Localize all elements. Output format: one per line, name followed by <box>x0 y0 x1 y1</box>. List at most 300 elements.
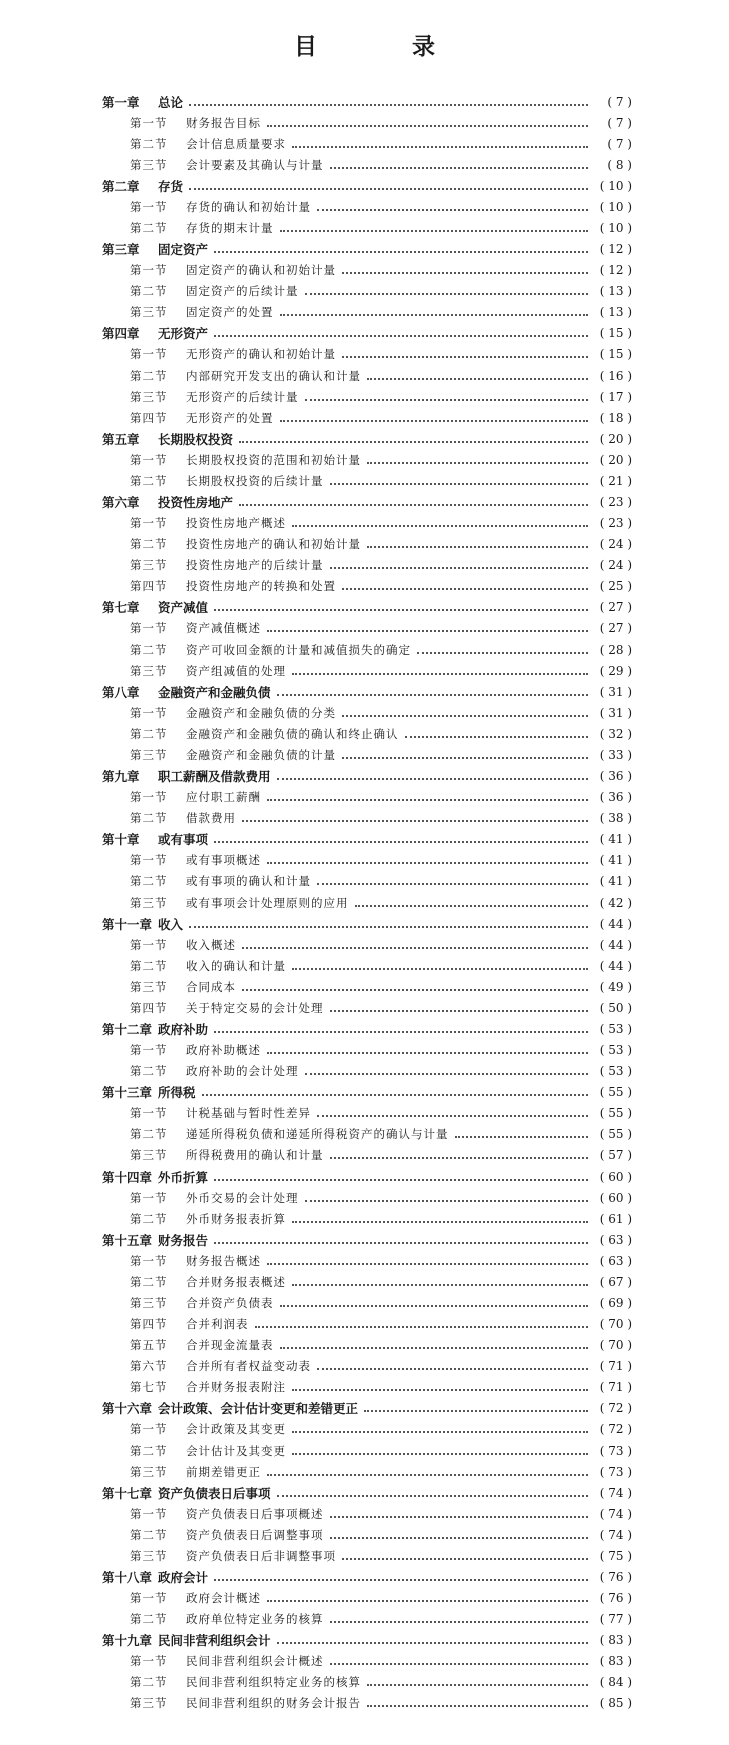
toc-section-entry[interactable] <box>102 808 632 829</box>
page-number: ( 53 ) <box>599 1043 632 1058</box>
section-title: 应付职工薪酬 <box>186 790 261 805</box>
page-number: ( 23 ) <box>599 516 632 531</box>
section-title: 外币财务报表折算 <box>186 1211 286 1226</box>
dot-leader <box>242 820 588 822</box>
toc-section-entry[interactable] <box>102 154 632 175</box>
section-title: 或有事项概述 <box>186 853 261 868</box>
section-title: 财务报告目标 <box>186 115 261 130</box>
section-number: 第一节 <box>130 621 168 636</box>
dot-leader <box>239 504 588 506</box>
toc-section-entry[interactable] <box>102 1419 632 1440</box>
toc-section-entry[interactable] <box>102 1545 632 1566</box>
section-title: 关于特定交易的会计处理 <box>186 1000 324 1015</box>
dot-leader <box>292 1389 588 1391</box>
page-number: ( 50 ) <box>599 1000 632 1015</box>
toc-section-entry[interactable] <box>102 976 632 997</box>
section-number: 第二节 <box>130 284 168 299</box>
dot-leader <box>367 378 588 380</box>
dot-leader <box>280 1305 589 1307</box>
page-number: ( 27 ) <box>599 600 632 615</box>
chapter-title: 长期股权投资 <box>158 431 234 447</box>
toc-section-entry[interactable] <box>102 1588 632 1609</box>
page-number: ( 42 ) <box>599 895 632 910</box>
toc-section-entry[interactable] <box>102 934 632 955</box>
section-title: 资产可收回金额的计量和减值损失的确定 <box>186 642 411 657</box>
dot-leader <box>277 778 588 780</box>
dot-leader <box>280 420 589 422</box>
chapter-number: 第五章 <box>102 431 140 447</box>
page-number: ( 10 ) <box>599 199 632 214</box>
page-number: ( 73 ) <box>599 1443 632 1458</box>
dot-leader <box>342 715 588 717</box>
toc-section-entry[interactable] <box>102 217 632 238</box>
toc-chapter-entry[interactable] <box>102 1398 632 1419</box>
toc-chapter-entry[interactable] <box>102 1566 632 1587</box>
page-number: ( 16 ) <box>599 368 632 383</box>
section-number: 第一节 <box>130 937 168 952</box>
toc-section-entry[interactable] <box>102 1524 632 1545</box>
toc-section-entry[interactable] <box>102 1314 632 1335</box>
section-title: 资产负债表日后调整事项 <box>186 1527 324 1542</box>
chapter-title: 固定资产 <box>158 242 209 258</box>
page-number: ( 31 ) <box>599 705 632 720</box>
page-number: ( 55 ) <box>599 1106 632 1121</box>
section-number: 第一节 <box>130 1422 168 1437</box>
toc-section-entry[interactable] <box>102 744 632 765</box>
toc-chapter-entry[interactable] <box>102 766 632 787</box>
toc-section-entry[interactable] <box>102 112 632 133</box>
dot-leader <box>292 525 588 527</box>
dot-leader <box>330 567 589 569</box>
toc-section-entry[interactable] <box>102 534 632 555</box>
toc-section-entry[interactable] <box>102 1271 632 1292</box>
section-number: 第六节 <box>130 1359 168 1374</box>
toc-section-entry[interactable] <box>102 133 632 154</box>
chapter-title: 职工薪酬及借款费用 <box>158 769 271 785</box>
section-number: 第一节 <box>130 790 168 805</box>
dot-leader <box>317 883 588 885</box>
section-title: 合并现金流量表 <box>186 1338 274 1353</box>
section-number: 第一节 <box>130 1591 168 1606</box>
chapter-number: 第一章 <box>102 94 140 110</box>
section-number: 第二节 <box>130 642 168 657</box>
section-number: 第二节 <box>130 1527 168 1542</box>
dot-leader <box>317 1115 588 1117</box>
dot-leader <box>330 1010 589 1012</box>
section-title: 会计要素及其确认与计量 <box>186 157 324 172</box>
section-title: 合并资产负债表 <box>186 1295 274 1310</box>
toc-section-entry[interactable] <box>102 660 632 681</box>
chapter-title: 民间非营利组织会计 <box>158 1633 271 1649</box>
section-number: 第二节 <box>130 1443 168 1458</box>
section-title: 无形资产的处置 <box>186 410 274 425</box>
page-number: ( 32 ) <box>599 726 632 741</box>
chapter-title: 金融资产和金融负债 <box>158 684 271 700</box>
table-of-contents <box>102 91 632 1714</box>
dot-leader <box>455 1136 589 1138</box>
section-number: 第四节 <box>130 1000 168 1015</box>
section-title: 所得税费用的确认和计量 <box>186 1148 324 1163</box>
section-title: 金融资产和金融负债的计量 <box>186 747 336 762</box>
section-title: 政府补助概述 <box>186 1043 261 1058</box>
toc-section-entry[interactable] <box>102 850 632 871</box>
page-number: ( 21 ) <box>599 473 632 488</box>
page-number: ( 7 ) <box>607 115 632 130</box>
toc-section-entry[interactable] <box>102 260 632 281</box>
toc-section-entry[interactable] <box>102 1292 632 1313</box>
section-title: 固定资产的处置 <box>186 305 274 320</box>
toc-section-entry[interactable] <box>102 871 632 892</box>
toc-section-entry[interactable] <box>102 955 632 976</box>
section-number: 第二节 <box>130 726 168 741</box>
dot-leader <box>267 125 588 127</box>
dot-leader <box>342 757 588 759</box>
toc-section-entry[interactable] <box>102 344 632 365</box>
dot-leader <box>267 799 588 801</box>
dot-leader <box>330 483 589 485</box>
page-number: ( 60 ) <box>599 1169 632 1184</box>
toc-section-entry[interactable] <box>102 639 632 660</box>
page-number: ( 20 ) <box>599 431 632 446</box>
dot-leader <box>267 1600 588 1602</box>
toc-section-entry[interactable] <box>102 407 632 428</box>
page-number: ( 44 ) <box>599 937 632 952</box>
page-number: ( 70 ) <box>599 1338 632 1353</box>
toc-chapter-entry[interactable] <box>102 175 632 196</box>
section-number: 第二节 <box>130 1211 168 1226</box>
page-number: ( 38 ) <box>599 811 632 826</box>
dot-leader <box>330 1516 589 1518</box>
dot-leader <box>355 905 589 907</box>
page-number: ( 36 ) <box>599 769 632 784</box>
section-title: 投资性房地产的确认和初始计量 <box>186 537 361 552</box>
section-title: 投资性房地产的转换和处置 <box>186 579 336 594</box>
dot-leader <box>317 209 588 211</box>
section-number: 第三节 <box>130 1548 168 1563</box>
section-number: 第二节 <box>130 958 168 973</box>
chapter-title: 收入 <box>158 916 184 932</box>
section-number: 第一节 <box>130 705 168 720</box>
page-number: ( 24 ) <box>599 537 632 552</box>
dot-leader <box>189 188 588 190</box>
chapter-title: 资产负债表日后事项 <box>158 1485 271 1501</box>
dot-leader <box>267 630 588 632</box>
section-number: 第四节 <box>130 410 168 425</box>
dot-leader <box>367 1705 588 1707</box>
section-title: 长期股权投资的范围和初始计量 <box>186 452 361 467</box>
section-number: 第二节 <box>130 1064 168 1079</box>
toc-section-entry[interactable] <box>102 281 632 302</box>
dot-leader <box>317 1368 588 1370</box>
toc-section-entry[interactable] <box>102 1503 632 1524</box>
dot-leader <box>305 1073 589 1075</box>
page-number: ( 67 ) <box>599 1274 632 1289</box>
section-title: 或有事项会计处理原则的应用 <box>186 895 349 910</box>
dot-leader <box>330 1157 589 1159</box>
toc-section-entry[interactable] <box>102 723 632 744</box>
page-number: ( 70 ) <box>599 1317 632 1332</box>
toc-section-entry[interactable] <box>102 365 632 386</box>
dot-leader <box>214 1031 588 1033</box>
section-number: 第一节 <box>130 1654 168 1669</box>
section-number: 第三节 <box>130 663 168 678</box>
dot-leader <box>367 462 588 464</box>
section-title: 内部研究开发支出的确认和计量 <box>186 368 361 383</box>
toc-chapter-entry[interactable] <box>102 323 632 344</box>
page-number: ( 83 ) <box>599 1654 632 1669</box>
toc-section-entry[interactable] <box>102 1356 632 1377</box>
section-number: 第二节 <box>130 136 168 151</box>
toc-chapter-entry[interactable] <box>102 913 632 934</box>
dot-leader <box>267 1052 588 1054</box>
section-title: 前期差错更正 <box>186 1464 261 1479</box>
toc-section-entry[interactable] <box>102 1061 632 1082</box>
chapter-number: 第十章 <box>102 832 140 848</box>
section-number: 第四节 <box>130 579 168 594</box>
dot-leader <box>214 609 588 611</box>
section-number: 第五节 <box>130 1338 168 1353</box>
toc-section-entry[interactable] <box>102 702 632 723</box>
toc-section-entry[interactable] <box>102 555 632 576</box>
page-number: ( 28 ) <box>599 642 632 657</box>
toc-section-entry[interactable] <box>102 1208 632 1229</box>
chapter-number: 第九章 <box>102 769 140 785</box>
page-number: ( 74 ) <box>599 1506 632 1521</box>
toc-section-entry[interactable] <box>102 1377 632 1398</box>
chapter-title: 外币折算 <box>158 1169 209 1185</box>
section-number: 第二节 <box>130 1127 168 1142</box>
page-number: ( 13 ) <box>599 305 632 320</box>
toc-section-entry[interactable] <box>102 449 632 470</box>
page-number: ( 76 ) <box>599 1570 632 1584</box>
toc-chapter-entry[interactable] <box>102 91 632 112</box>
section-title: 合并所有者权益变动表 <box>186 1359 311 1374</box>
toc-section-entry[interactable] <box>102 1651 632 1672</box>
dot-leader <box>305 293 589 295</box>
toc-section-entry[interactable] <box>102 1693 632 1714</box>
section-title: 合同成本 <box>186 979 236 994</box>
page-number: ( 41 ) <box>599 853 632 868</box>
page-number: ( 24 ) <box>599 558 632 573</box>
dot-leader <box>239 441 588 443</box>
page-number: ( 57 ) <box>599 1148 632 1163</box>
section-number: 第一节 <box>130 1506 168 1521</box>
toc-section-entry[interactable] <box>102 1250 632 1271</box>
toc-section-entry[interactable] <box>102 1440 632 1461</box>
section-number: 第一节 <box>130 1190 168 1205</box>
chapter-title: 总论 <box>158 94 184 110</box>
toc-section-entry[interactable] <box>102 302 632 323</box>
toc-chapter-entry[interactable] <box>102 1082 632 1103</box>
section-title: 或有事项的确认和计量 <box>186 874 311 889</box>
chapter-title: 或有事项 <box>158 832 209 848</box>
toc-section-entry[interactable] <box>102 1103 632 1124</box>
section-title: 会计政策及其变更 <box>186 1422 286 1437</box>
section-title: 资产负债表日后事项概述 <box>186 1506 324 1521</box>
section-title: 民间非营利组织特定业务的核算 <box>186 1675 361 1690</box>
section-title: 递延所得税负债和递延所得税资产的确认与计量 <box>186 1127 449 1142</box>
dot-leader <box>292 1284 588 1286</box>
dot-leader <box>214 251 588 253</box>
dot-leader <box>405 736 589 738</box>
page-number: ( 53 ) <box>599 1064 632 1079</box>
page-number: ( 72 ) <box>599 1401 632 1416</box>
section-number: 第一节 <box>130 516 168 531</box>
section-title: 借款费用 <box>186 811 236 826</box>
dot-leader <box>367 546 588 548</box>
dot-leader <box>214 1179 588 1181</box>
section-title: 政府单位特定业务的核算 <box>186 1612 324 1627</box>
page-number: ( 12 ) <box>599 242 632 257</box>
section-number: 第二节 <box>130 221 168 235</box>
page-number: ( 10 ) <box>599 221 632 235</box>
section-title: 存货的期末计量 <box>186 221 274 235</box>
section-title: 资产组减值的处理 <box>186 663 286 678</box>
chapter-number: 第十八章 <box>102 1570 153 1585</box>
toc-section-entry[interactable] <box>102 1145 632 1166</box>
chapter-number: 第十九章 <box>102 1633 153 1649</box>
chapter-number: 第十六章 <box>102 1401 153 1417</box>
toc-section-entry[interactable] <box>102 618 632 639</box>
toc-chapter-entry[interactable] <box>102 1018 632 1039</box>
section-number: 第二节 <box>130 1274 168 1289</box>
toc-section-entry[interactable] <box>102 787 632 808</box>
page-number: ( 7 ) <box>607 94 632 109</box>
section-title: 民间非营利组织会计概述 <box>186 1654 324 1669</box>
section-number: 第三节 <box>130 157 168 172</box>
section-number: 第二节 <box>130 811 168 826</box>
page-number: ( 61 ) <box>599 1211 632 1226</box>
page-number: ( 77 ) <box>599 1612 632 1627</box>
section-title: 合并财务报表概述 <box>186 1274 286 1289</box>
toc-section-entry[interactable] <box>102 386 632 407</box>
page-number: ( 13 ) <box>599 284 632 299</box>
section-number: 第一节 <box>130 452 168 467</box>
toc-section-entry[interactable] <box>102 576 632 597</box>
chapter-number: 第十二章 <box>102 1021 153 1037</box>
dot-leader <box>292 1453 588 1455</box>
dot-leader <box>280 314 589 316</box>
dot-leader <box>277 1495 588 1497</box>
section-number: 第一节 <box>130 1253 168 1268</box>
dot-leader <box>214 841 588 843</box>
toc-section-entry[interactable] <box>102 1335 632 1356</box>
dot-leader <box>342 272 588 274</box>
toc-chapter-entry[interactable] <box>102 829 632 850</box>
page-number: ( 63 ) <box>599 1232 632 1247</box>
dot-leader <box>280 1347 589 1349</box>
dot-leader <box>189 926 588 928</box>
page-number: ( 55 ) <box>599 1127 632 1142</box>
page-number: ( 8 ) <box>607 157 632 172</box>
section-title: 无形资产的确认和初始计量 <box>186 347 336 362</box>
section-number: 第一节 <box>130 199 168 214</box>
page-number: ( 31 ) <box>599 684 632 699</box>
toc-chapter-entry[interactable] <box>102 428 632 449</box>
dot-leader <box>214 335 588 337</box>
section-title: 投资性房地产概述 <box>186 516 286 531</box>
page-number: ( 55 ) <box>599 1085 632 1100</box>
section-title: 固定资产的确认和初始计量 <box>186 263 336 278</box>
toc-section-entry[interactable] <box>102 196 632 217</box>
toc-section-entry[interactable] <box>102 1609 632 1630</box>
section-number: 第三节 <box>130 895 168 910</box>
toc-section-entry[interactable] <box>102 1187 632 1208</box>
toc-chapter-entry[interactable] <box>102 239 632 260</box>
page-number: ( 74 ) <box>599 1485 632 1500</box>
toc-chapter-entry[interactable] <box>102 1630 632 1651</box>
dot-leader <box>330 1663 589 1665</box>
section-title: 金融资产和金融负债的分类 <box>186 705 336 720</box>
toc-chapter-entry[interactable] <box>102 681 632 702</box>
page-number: ( 69 ) <box>599 1295 632 1310</box>
page-number: ( 44 ) <box>599 916 632 931</box>
section-number: 第三节 <box>130 1148 168 1163</box>
toc-chapter-entry[interactable] <box>102 1482 632 1503</box>
toc-chapter-entry[interactable] <box>102 597 632 618</box>
chapter-title: 财务报告 <box>158 1232 209 1248</box>
chapter-number: 第十七章 <box>102 1485 153 1501</box>
section-number: 第三节 <box>130 1464 168 1479</box>
toc-section-entry[interactable] <box>102 1461 632 1482</box>
toc-section-entry[interactable] <box>102 997 632 1018</box>
toc-section-entry[interactable] <box>102 1672 632 1693</box>
section-number: 第一节 <box>130 115 168 130</box>
dot-leader <box>255 1326 589 1328</box>
page-number: ( 17 ) <box>599 389 632 404</box>
chapter-number: 第八章 <box>102 684 140 700</box>
dot-leader <box>292 968 588 970</box>
page-number: ( 41 ) <box>599 832 632 847</box>
toc-section-entry[interactable] <box>102 1124 632 1145</box>
section-title: 存货的确认和初始计量 <box>186 199 311 214</box>
page-number: ( 75 ) <box>599 1548 632 1563</box>
dot-leader <box>189 104 588 106</box>
dot-leader <box>292 146 588 148</box>
page-number: ( 49 ) <box>599 979 632 994</box>
section-title: 民间非营利组织的财务会计报告 <box>186 1696 361 1711</box>
toc-section-entry[interactable] <box>102 892 632 913</box>
chapter-title: 投资性房地产 <box>158 495 234 511</box>
page-number: ( 7 ) <box>607 136 632 151</box>
section-number: 第一节 <box>130 263 168 278</box>
page-number: ( 84 ) <box>599 1675 632 1690</box>
section-title: 资产减值概述 <box>186 621 261 636</box>
section-number: 第二节 <box>130 473 168 488</box>
section-number: 第一节 <box>130 1043 168 1058</box>
toc-section-entry[interactable] <box>102 513 632 534</box>
section-title: 合并财务报表附注 <box>186 1380 286 1395</box>
section-title: 收入的确认和计量 <box>186 958 286 973</box>
toc-section-entry[interactable] <box>102 470 632 491</box>
toc-section-entry[interactable] <box>102 1040 632 1061</box>
section-number: 第二节 <box>130 1612 168 1627</box>
toc-chapter-entry[interactable] <box>102 1166 632 1187</box>
dot-leader <box>277 694 588 696</box>
section-title: 会计信息质量要求 <box>186 136 286 151</box>
toc-chapter-entry[interactable] <box>102 491 632 512</box>
chapter-number: 第四章 <box>102 326 140 342</box>
dot-leader <box>292 1431 588 1433</box>
page-number: ( 33 ) <box>599 747 632 762</box>
section-number: 第三节 <box>130 747 168 762</box>
section-number: 第二节 <box>130 874 168 889</box>
section-number: 第七节 <box>130 1380 168 1395</box>
toc-chapter-entry[interactable] <box>102 1229 632 1250</box>
chapter-title: 政府会计 <box>158 1570 209 1585</box>
dot-leader <box>342 1558 588 1560</box>
page-number: ( 76 ) <box>599 1591 632 1606</box>
